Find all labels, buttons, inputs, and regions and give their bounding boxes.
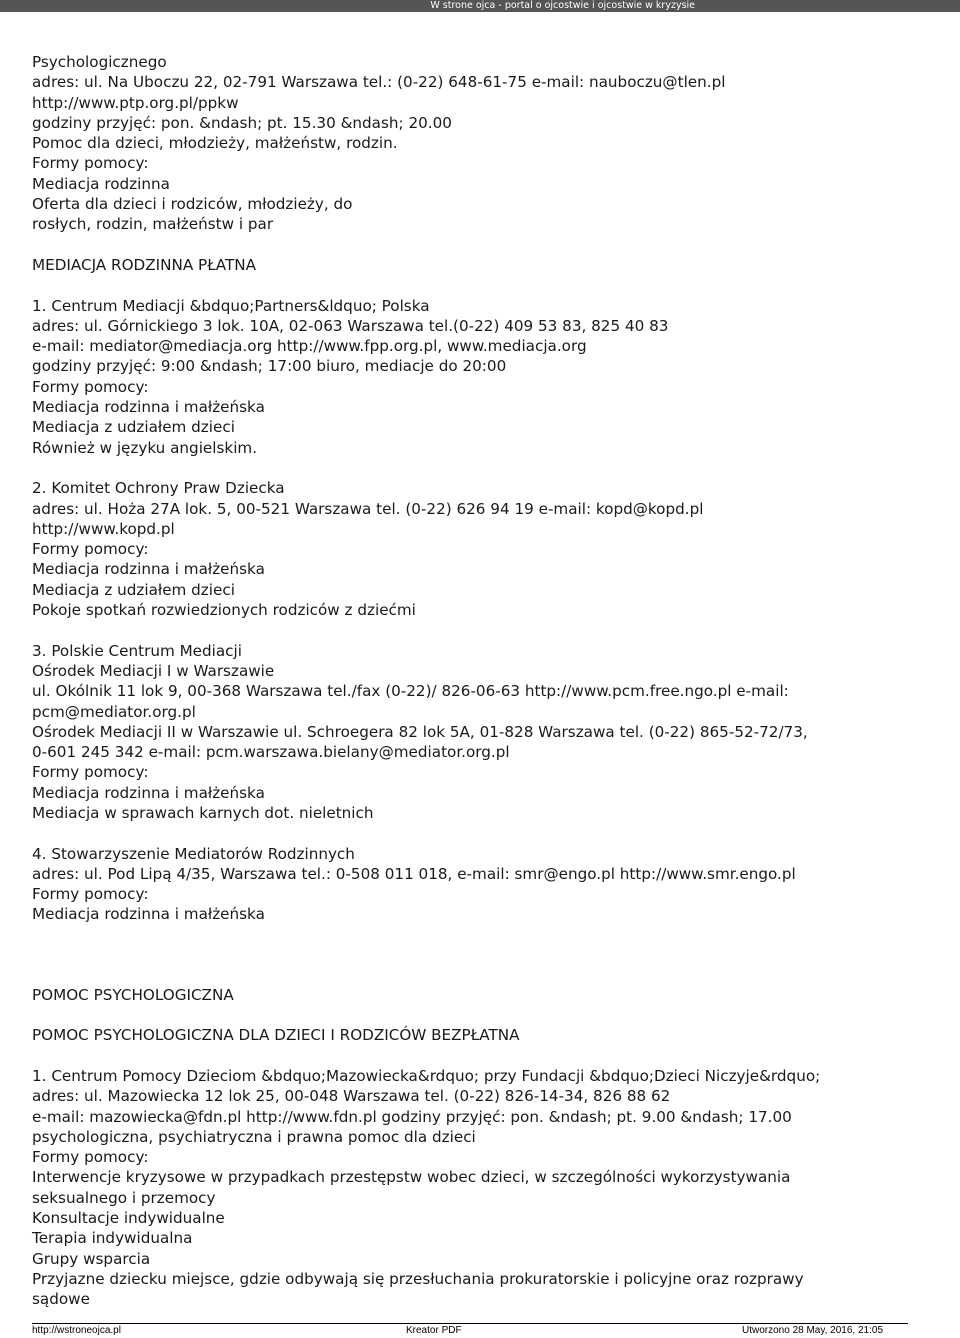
intro-block [32,52,932,235]
text-line: Przyjazne dziecku miejsce, gdzie odbywają się przesłuchania prokuratorskie i policyjne oraz rozprawy [32,1269,804,1288]
item-title: 1. Centrum Mediacji &bdquo;Partners&ldquo; Polska [32,296,430,315]
text-line: ul. Okólnik 11 lok 9, 00-368 Warszawa tel./fax (0-22)/ 826-06-63 http://www.pcm.free.ngo.pl e-mail: [32,682,789,701]
text-line: http://www.kopd.pl [32,519,175,538]
text-line: Mediacja rodzinna [32,174,170,193]
text-line: Interwencje kryzysowe w przypadkach przestępstw wobec dzieci, w szczególności wykorzystywania [32,1168,791,1187]
text-line: Pokoje spotkań rozwiedzionych rodziców z dziećmi [32,601,416,620]
list-item [32,641,932,824]
text-line: Psychologicznego [32,53,167,71]
text-line: adres: ul. Na Uboczu 22, 02-791 Warszawa tel.: (0-22) 648-61-75 e-mail: nauboczu@tlen.pl [32,73,726,92]
list-item [32,478,932,620]
text-line: godziny przyjęć: 9:00 &ndash; 17:00 biuro, mediacje do 20:00 [32,357,507,376]
text-line: Formy pomocy: [32,540,149,559]
footer-timestamp: Utworzono 28 May, 2016, 21:05 [742,1325,884,1336]
list-item [32,844,932,925]
text-line: Również w języku angielskim. [32,438,258,457]
text-line: Formy pomocy: [32,1148,149,1167]
text-line: Formy pomocy: [32,154,149,173]
list-item [32,296,932,458]
text-line: Oferta dla dzieci i rodziców, młodzieży, do [32,195,353,214]
item-title: 4. Stowarzyszenie Mediatorów Rodzinnych [32,844,355,863]
text-line: Grupy wsparcia [32,1249,151,1268]
text-line: Mediacja rodzinna i małżeńska [32,783,265,802]
footer-generator: Kreator PDF [406,1325,462,1336]
item-title: 1. Centrum Pomocy Dzieciom &bdquo;Mazowiecka&rdquo; przy Fundacji &bdquo;Dzieci Niczyje&rdquo; [32,1066,821,1085]
text-line: psychologiczna, psychiatryczna i prawna pomoc dla dzieci [32,1127,476,1146]
list-item [32,1066,932,1310]
text-line: http://www.ptp.org.pl/ppkw [32,93,239,112]
text-line: Mediacja rodzinna i małżeńska [32,398,265,417]
text-line: rosłych, rodzin, małżeństw i par [32,215,274,234]
text-line: Formy pomocy: [32,885,149,904]
document-body [32,52,932,1310]
text-line: Mediacja rodzinna i małżeńska [32,560,265,579]
header-bar [0,0,960,12]
text-line: Mediacja w sprawach karnych dot. nieletnich [32,803,374,822]
text-line: adres: ul. Hoża 27A lok. 5, 00-521 Warszawa tel. (0-22) 626 94 19 e-mail: kopd@kopd.pl [32,499,704,518]
text-line: adres: ul. Pod Lipą 4/35, Warszawa tel.: 0-508 011 018, e-mail: smr@engo.pl http://www.smr.engo.pl [32,864,796,883]
text-line: Mediacja rodzinna i małżeńska [32,905,265,924]
text-line: sądowe [32,1290,90,1309]
text-line: Mediacja z udziałem dzieci [32,418,235,437]
section-heading: POMOC PSYCHOLOGICZNA DLA DZIECI I RODZICÓW BEZPŁATNA [32,1026,520,1045]
text-line: Ośrodek Mediacji I w Warszawie [32,661,275,680]
footer-divider [32,1323,908,1324]
text-line: Pomoc dla dzieci, młodzieży, małżeństw, rodzin. [32,134,398,153]
text-line: Ośrodek Mediacji II w Warszawie ul. Schroegera 82 lok 5A, 01-828 Warszawa tel. (0-22) 865-52-72/73, [32,722,808,741]
text-line: Formy pomocy: [32,377,149,396]
section-heading: MEDIACJA RODZINNA PŁATNA [32,255,256,274]
text-line: pcm@mediator.org.pl [32,702,196,721]
text-line: e-mail: mediator@mediacja.org http://www.fpp.org.pl, www.mediacja.org [32,337,587,356]
text-line: Formy pomocy: [32,763,149,782]
section-heading: POMOC PSYCHOLOGICZNA [32,985,234,1004]
item-title: 3. Polskie Centrum Mediacji [32,641,242,660]
text-line: adres: ul. Mazowiecka 12 lok 25, 00-048 Warszawa tel. (0-22) 826-14-34, 826 88 62 [32,1087,671,1106]
footer-url: http://wstroneojca.pl [32,1325,121,1336]
header-title: W strone ojca - portal o ojcostwie i ojcostwie w kryzysie [430,0,695,11]
text-line: Mediacja z udziałem dzieci [32,580,235,599]
text-line: 0-601 245 342 e-mail: pcm.warszawa.bielany@mediator.org.pl [32,743,510,762]
text-line: Konsultacje indywidualne [32,1209,225,1228]
text-line: seksualnego i przemocy [32,1188,216,1207]
text-line: godziny przyjęć: pon. &ndash; pt. 15.30 &ndash; 20.00 [32,113,452,132]
text-line: adres: ul. Górnickiego 3 lok. 10A, 02-063 Warszawa tel.(0-22) 409 53 83, 825 40 83 [32,316,669,335]
text-line: Terapia indywidualna [32,1229,193,1248]
text-line: e-mail: mazowiecka@fdn.pl http://www.fdn.pl godziny przyjęć: pon. &ndash; pt. 9.00 &ndash; 17.00 [32,1107,792,1126]
item-title: 2. Komitet Ochrony Praw Dziecka [32,479,285,498]
